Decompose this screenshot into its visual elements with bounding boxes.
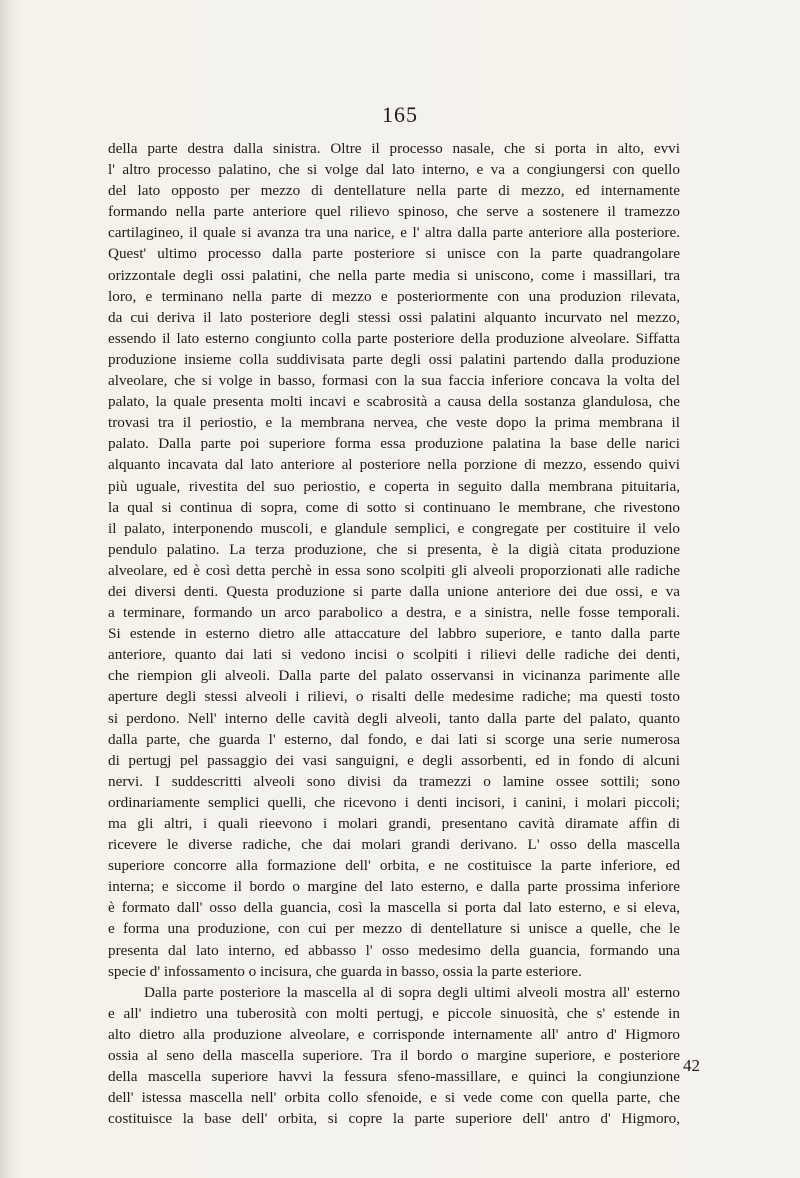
text-line: più uguale, rivestita del suo periostio, e coperta in seguito dalla membrana pituitaria, <box>108 477 680 495</box>
text-line: della parte destra dalla sinistra. Oltre il processo nasale, che si porta in alto, evvi <box>108 140 680 157</box>
text-line: orizzontale degli ossi palatini, che nella parte media si uniscono, come i massillari, tra <box>108 266 680 284</box>
body-text <box>108 138 680 1129</box>
page-number: 165 <box>382 102 418 127</box>
text-line: aperture degli stessi alveoli i rilievi, o risalti delle medesime radiche; ma questi tosto <box>108 688 680 706</box>
text-line: Quest' ultimo processo dalla parte posteriore si unisce con la parte quadrangolare <box>108 245 680 263</box>
text-line: la qual si continua di sopra, come di sotto si continuano le membrane, che rivestono <box>108 498 680 516</box>
text-line: dell' istessa mascella nell' orbita collo sfenoide, e si vede come con quella parte, che <box>108 1089 680 1107</box>
text-line: alveolare, ed è così detta perchè in essa sono scolpiti gli alveoli proporzionati alle radiche <box>108 561 680 579</box>
text-line: cartilagineo, il quale si avanza tra una narice, e l' altra dalla parte anteriore alla posteriore. <box>108 224 680 242</box>
text-line: di pertugj pel passaggio dei vasi sanguigni, e degli assorbenti, ed in fondo di alcuni <box>108 751 680 769</box>
text-line: a terminare, formando un arco parabolico a destra, e a sinistra, nelle fosse temporali. <box>108 604 680 622</box>
text-line: ricevere le diverse radiche, che dai molari grandi derivano. L' osso della mascella <box>108 836 680 854</box>
text-line: da cui deriva il lato posteriore degli stessi ossi palatini alquanto incurvato nel mezzo, <box>108 308 680 326</box>
text-line: loro, e terminano nella parte di mezzo e posteriormente con una produzion rilevata, <box>108 287 680 305</box>
text-line: pendulo palatino. La terza produzione, che si presenta, è la digià citata produzione <box>108 540 680 558</box>
text-line: Si estende in esterno dietro alle attaccature del labbro superiore, e tanto dalla parte <box>108 625 680 643</box>
text-line: produzione insieme colla suddivisata parte degli ossi palatini partendo dalla produzione <box>108 350 680 368</box>
text-line: che riempion gli alveoli. Dalla parte del palato osservansi in vicinanza parimente alle <box>108 667 680 685</box>
text-line: e all' indietro una tuberosità con molti pertugj, e piccole sinuosità, che s' estende in <box>108 1004 680 1022</box>
text-line: ma gli altri, i quali rieevono i molari grandi, presentano cavità diramate affin di <box>108 815 680 832</box>
text-line: dei diversi denti. Questa produzione si parte dalla unione anteriore dei due ossi, e va <box>108 582 680 600</box>
text-line: Dalla parte posteriore la mascella al di sopra degli ultimi alveoli mostra all' esterno <box>144 983 680 1001</box>
text-line: alto dietro alla produzione alveolare, e corrisponde internamente all' antro d' Higmoro <box>108 1025 680 1043</box>
text-line: formando nella parte anteriore quel rilievo spinoso, che serve a sostenere il tramezzo <box>108 203 680 221</box>
text-line: nervi. I suddescritti alveoli sono divisi da tramezzi o lamine ossee sottili; sono <box>108 772 680 790</box>
text-line: si perdono. Nell' interno delle cavità degli alveoli, tanto dalla parte del palato, quanto <box>108 709 680 727</box>
text-line: interna; e siccome il bordo o margine del lato esterno, e dalla parte prossima inferiore <box>108 878 680 896</box>
signature-mark: 42 <box>683 1056 700 1075</box>
text-line: trovasi tra il periostio, e la membrana nervea, che veste dopo la prima membrana il <box>108 414 680 432</box>
text-line: presenta dal lato interno, ed abbasso l' osso medesimo della guancia, formando una <box>108 941 680 959</box>
text-line: costituisce la base dell' orbita, si copre la parte superiore dell' antro d' Higmoro, <box>108 1110 680 1128</box>
text-line: essendo il lato esterno congiunto colla parte posteriore della produzione alveolare. Siffatta <box>108 329 680 347</box>
text-line: del lato opposto per mezzo di dentellature nella parte di mezzo, ed internamente <box>108 182 680 200</box>
text-line: ossia al seno della mascella superiore. Tra il bordo o margine superiore, e posteriore <box>108 1047 680 1065</box>
text-line: ordinariamente semplici quelli, che ricevono i denti incisori, i canini, i molari piccoli; <box>108 793 680 811</box>
text-line: dalla parte, che guarda l' esterno, dal fondo, e dai lati si scorge una serie numerosa <box>108 730 680 748</box>
text-line: alveolare, che si volge in basso, formasi con la sua faccia inferiore concava la volta del <box>108 372 680 390</box>
text-line: alquanto incavata dal lato anteriore al posteriore nella porzione di mezzo, essendo quivi <box>108 456 680 474</box>
text-line: della mascella superiore havvi la fessura sfeno-massillare, e quinci la congiunzione <box>108 1068 680 1086</box>
text-line: anteriore, quanto dai lati si vedono incisi o scolpiti i rilievi delle radiche dei denti, <box>108 646 680 664</box>
text-line: il palato, interponendo muscoli, e glandule semplici, e congregate per costituire il velo <box>108 519 680 537</box>
text-line: specie d' infossamento o incisura, che guarda in basso, ossia la parte esteriore. <box>108 962 582 980</box>
text-line: l' altro processo palatino, che si volge dal lato interno, e va a congiungersi con quello <box>108 161 680 179</box>
text-line: superiore concorre alla formazione dell' orbita, e ne costituisce la parte inferiore, ed <box>108 857 680 875</box>
text-line: e forma una produzione, con cui per mezzo di dentellature si unisce a quelle, che le <box>108 920 680 938</box>
text-line: palato, la quale presenta molti incavi e scabrosità a causa della sostanza glandulosa, che <box>108 393 680 411</box>
text-line: palato. Dalla parte poi superiore forma essa produzione palatina la base delle narici <box>108 435 680 453</box>
text-line: è formato dall' osso della guancia, così la mascella si porta dal lato esterno, e si eleva, <box>108 899 680 917</box>
